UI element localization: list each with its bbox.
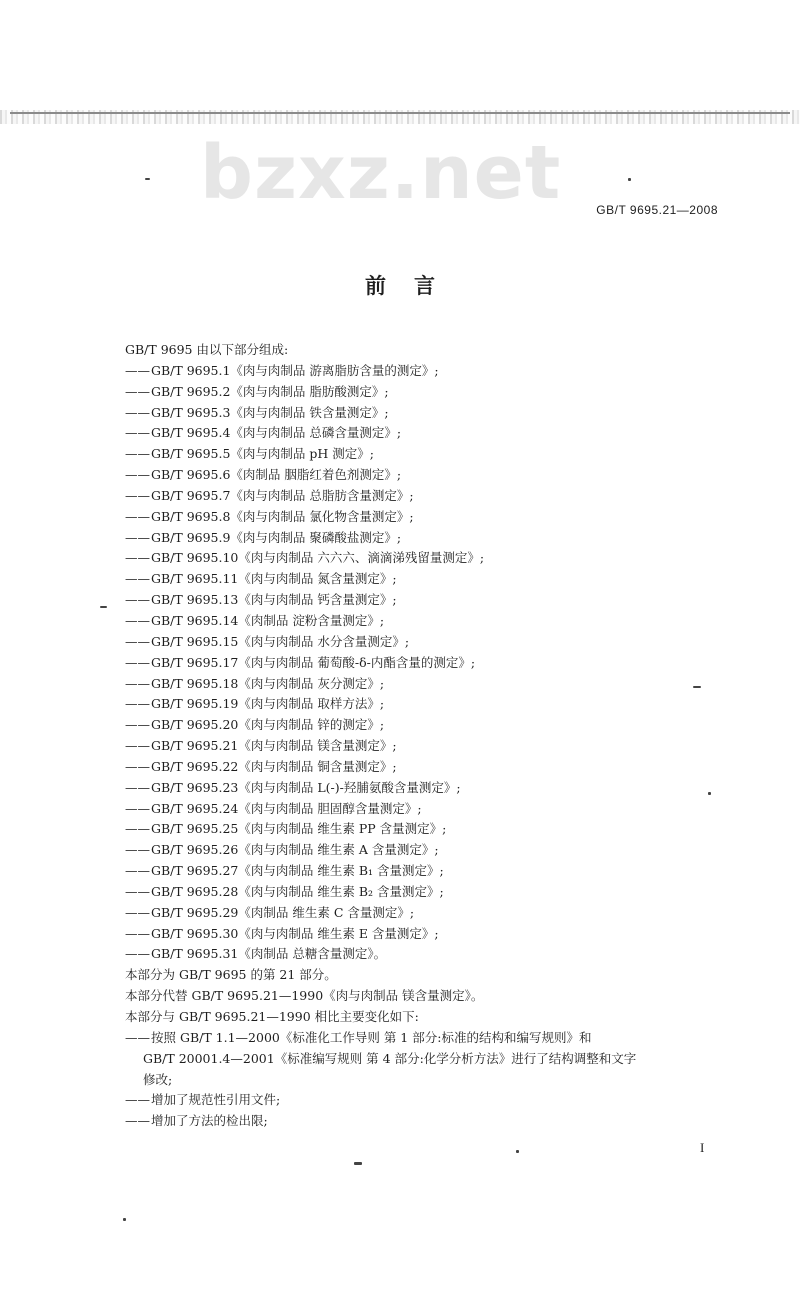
- scan-speck: [516, 1150, 519, 1153]
- scan-speck: [100, 606, 107, 608]
- part-title: GB/T 9695.20《肉与肉制品 锌的测定》;: [151, 717, 385, 733]
- dash-mark: ——: [125, 654, 150, 670]
- dash-mark: ——: [125, 675, 150, 691]
- part-title: GB/T 9695.3《肉与肉制品 铁含量测定》;: [151, 404, 389, 420]
- dash-mark: ——: [125, 508, 150, 524]
- part-list-item: [125, 632, 720, 653]
- part-list-item: [125, 507, 720, 528]
- part-list-item: [125, 819, 720, 840]
- part-list-item: [125, 799, 720, 820]
- change-item: [125, 1090, 720, 1111]
- page-heading: 前言: [365, 274, 463, 298]
- dash-mark: ——: [125, 738, 150, 754]
- change-text: 按照 GB/T 1.1—2000《标准化工作导则 第 1 部分:标准的结构和编写规则》和: [151, 1029, 592, 1045]
- part-title: GB/T 9695.25《肉与肉制品 维生素 PP 含量测定》;: [151, 821, 447, 837]
- part-title: GB/T 9695.18《肉与肉制品 灰分测定》;: [151, 675, 385, 691]
- scan-speck: [628, 178, 631, 181]
- dash-mark: ——: [125, 529, 150, 545]
- dash-mark: ——: [125, 883, 150, 899]
- part-title: GB/T 9695.2《肉与肉制品 脂肪酸测定》;: [151, 383, 389, 399]
- dash-mark: ——: [125, 362, 150, 378]
- change-item: [125, 1028, 720, 1049]
- part-list-item: [125, 903, 720, 924]
- part-title: GB/T 9695.19《肉与肉制品 取样方法》;: [151, 696, 385, 712]
- part-title: GB/T 9695.17《肉与肉制品 葡萄酸-δ-内酯含量的测定》;: [151, 654, 476, 670]
- dash-mark: ——: [125, 1092, 150, 1108]
- part-title: GB/T 9695.9《肉与肉制品 聚磷酸盐测定》;: [151, 529, 402, 545]
- dash-mark: ——: [125, 487, 150, 503]
- dash-mark: ——: [125, 425, 150, 441]
- dash-mark: ——: [125, 925, 150, 941]
- part-title: GB/T 9695.26《肉与肉制品 维生素 A 含量测定》;: [151, 842, 439, 858]
- part-list-item: [125, 944, 720, 965]
- scan-speck: [145, 178, 150, 180]
- part-list-item: [125, 778, 720, 799]
- part-title: GB/T 9695.6《肉制品 胭脂红着色剂测定》;: [151, 467, 402, 483]
- part-title: GB/T 9695.23《肉与肉制品 L(-)-羟脯氨酸含量测定》;: [151, 779, 461, 795]
- standard-number: GB/T 9695.21—2008: [596, 203, 718, 217]
- part-title: GB/T 9695.10《肉与肉制品 六六六、滴滴涕残留量测定》;: [151, 550, 485, 566]
- change-text: 增加了规范性引用文件;: [151, 1092, 281, 1108]
- part-list-item: [125, 382, 720, 403]
- dash-mark: ——: [125, 1113, 150, 1129]
- dash-mark: ——: [125, 946, 150, 962]
- dash-mark: ——: [125, 383, 150, 399]
- page-number: I: [700, 1140, 705, 1155]
- change-item: [125, 1111, 720, 1132]
- part-title: GB/T 9695.29《肉制品 维生素 C 含量测定》;: [151, 904, 415, 920]
- part-list-item: [125, 569, 720, 590]
- dash-mark: ——: [125, 1029, 150, 1045]
- part-title: GB/T 9695.30《肉与肉制品 维生素 E 含量测定》;: [151, 925, 439, 941]
- part-title: GB/T 9695.4《肉与肉制品 总磷含量测定》;: [151, 425, 402, 441]
- scan-speck: [708, 792, 711, 795]
- change-text: 增加了方法的检出限;: [151, 1113, 268, 1129]
- dash-mark: ——: [125, 779, 150, 795]
- part-list-item: [125, 840, 720, 861]
- part-list-item: [125, 882, 720, 903]
- dash-mark: ——: [125, 550, 150, 566]
- part-list-item: [125, 528, 720, 549]
- part-list-item: [125, 590, 720, 611]
- foreword-body: [125, 340, 720, 1132]
- watermark: bzxz.net: [200, 130, 562, 216]
- part-list-item: [125, 611, 720, 632]
- part-list-item: [125, 715, 720, 736]
- part-title: GB/T 9695.31《肉制品 总糖含量测定》。: [151, 946, 387, 962]
- dash-mark: ——: [125, 446, 150, 462]
- dash-mark: ——: [125, 863, 150, 879]
- part-list-item: [125, 861, 720, 882]
- part-list-item: [125, 548, 720, 569]
- dash-mark: ——: [125, 571, 150, 587]
- paragraph: 本部分与 GB/T 9695.21—1990 相比主要变化如下:: [125, 1009, 419, 1024]
- dash-mark: ——: [125, 633, 150, 649]
- scan-speck: [123, 1218, 126, 1221]
- part-title: GB/T 9695.24《肉与肉制品 胆固醇含量测定》;: [151, 800, 422, 816]
- change-item-continued: GB/T 20001.4—2001《标准编写规则 第 4 部分:化学分析方法》进行了结构调整和文字: [143, 1050, 637, 1066]
- dash-mark: ——: [125, 592, 150, 608]
- dash-mark: ——: [125, 842, 150, 858]
- dash-mark: ——: [125, 404, 150, 420]
- part-list-item: [125, 403, 720, 424]
- part-list-item: [125, 694, 720, 715]
- part-title: GB/T 9695.13《肉与肉制品 钙含量测定》;: [151, 592, 397, 608]
- part-list-item: [125, 361, 720, 382]
- scan-speck: [354, 1162, 362, 1165]
- part-title: GB/T 9695.8《肉与肉制品 氯化物含量测定》;: [151, 508, 414, 524]
- part-title: GB/T 9695.27《肉与肉制品 维生素 B₁ 含量测定》;: [151, 863, 444, 879]
- part-list-item: [125, 924, 720, 945]
- dash-mark: ——: [125, 696, 150, 712]
- dash-mark: ——: [125, 717, 150, 733]
- dash-mark: ——: [125, 800, 150, 816]
- paragraph: 本部分为 GB/T 9695 的第 21 部分。: [125, 967, 337, 983]
- dash-mark: ——: [125, 467, 150, 483]
- dash-mark: ——: [125, 758, 150, 774]
- dash-mark: ——: [125, 904, 150, 920]
- part-list-item: [125, 465, 720, 486]
- part-title: GB/T 9695.7《肉与肉制品 总脂肪含量测定》;: [151, 487, 414, 503]
- dash-mark: ——: [125, 821, 150, 837]
- part-title: GB/T 9695.14《肉制品 淀粉含量测定》;: [151, 612, 385, 628]
- intro-line: GB/T 9695 由以下部分组成:: [125, 342, 289, 357]
- change-item-continued: 修改;: [143, 1071, 173, 1087]
- part-title: GB/T 9695.28《肉与肉制品 维生素 B₂ 含量测定》;: [151, 883, 444, 899]
- part-title: GB/T 9695.15《肉与肉制品 水分含量测定》;: [151, 633, 410, 649]
- dash-mark: ——: [125, 612, 150, 628]
- part-title: GB/T 9695.22《肉与肉制品 铜含量测定》;: [151, 758, 397, 774]
- scan-speck: [693, 686, 701, 688]
- scan-edge-line: [10, 112, 790, 114]
- part-list-item: [125, 486, 720, 507]
- part-list-item: [125, 736, 720, 757]
- parts-list: [125, 361, 720, 965]
- paragraph: 本部分代替 GB/T 9695.21—1990《肉与肉制品 镁含量测定》。: [125, 988, 484, 1004]
- part-title: GB/T 9695.11《肉与肉制品 氮含量测定》;: [151, 571, 397, 587]
- part-list-item: [125, 423, 720, 444]
- part-title: GB/T 9695.21《肉与肉制品 镁含量测定》;: [151, 738, 397, 754]
- part-title: GB/T 9695.5《肉与肉制品 pH 测定》;: [151, 446, 374, 462]
- part-list-item: [125, 444, 720, 465]
- part-list-item: [125, 757, 720, 778]
- part-list-item: [125, 674, 720, 695]
- part-list-item: [125, 653, 720, 674]
- part-title: GB/T 9695.1《肉与肉制品 游离脂肪含量的测定》;: [151, 362, 439, 378]
